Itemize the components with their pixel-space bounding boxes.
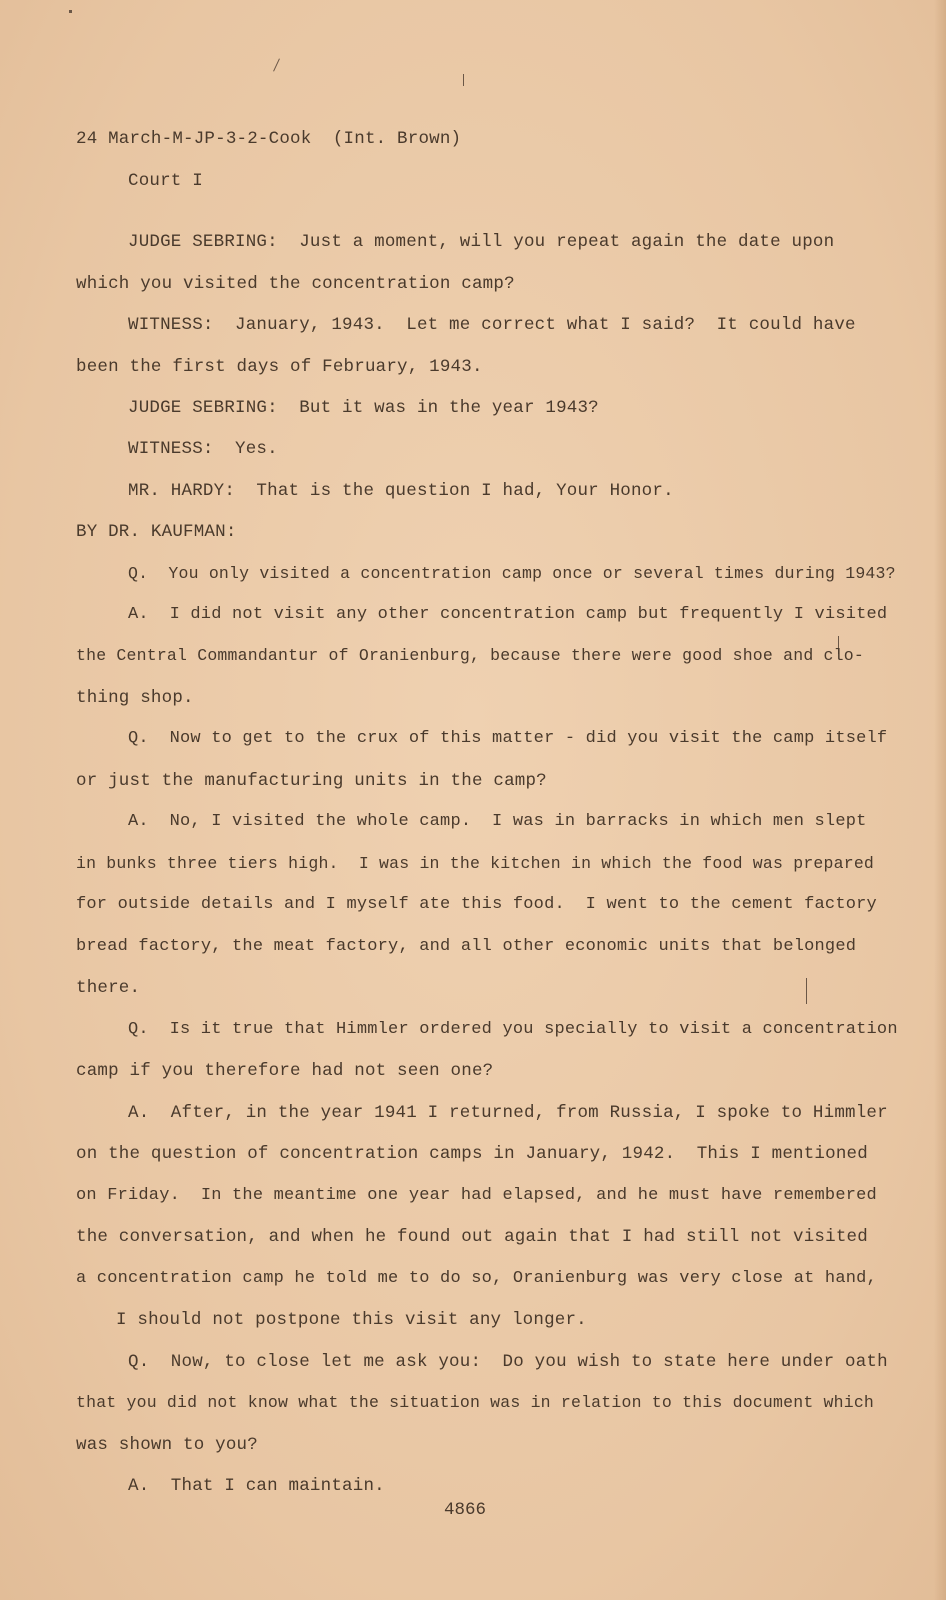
stray-mark <box>69 10 72 13</box>
text-line: WITNESS: Yes. <box>128 439 278 459</box>
text-line: Q. Now to get to the crux of this matter - did you visit the camp itself <box>128 729 888 748</box>
text-line: was shown to you? <box>76 1435 258 1455</box>
text-line: on Friday. In the meantime one year had elapsed, and he must have remembered <box>76 1186 877 1205</box>
text-line: which you visited the concentration camp? <box>76 274 515 294</box>
text-line: that you did not know what the situation was in relation to this document which <box>76 1393 875 1412</box>
header-line: 24 March-M-JP-3-2-Cook (Int. Brown) <box>76 129 462 149</box>
text-line: or just the manufacturing units in the camp? <box>76 771 547 791</box>
text-line: Q. Is it true that Himmler ordered you specially to visit a concentration <box>128 1020 898 1039</box>
text-line: for outside details and I myself ate this food. I went to the cement factory <box>76 895 877 914</box>
text-line: there. <box>76 978 141 998</box>
stray-mark <box>463 74 464 86</box>
text-line: BY DR. KAUFMAN: <box>76 522 237 542</box>
page-edge-shadow <box>934 0 946 1600</box>
text-line: Q. Now, to close let me ask you: Do you wish to state here under oath <box>128 1352 888 1372</box>
text-line: Q. You only visited a concentration camp once or several times during 1943? <box>128 564 896 583</box>
text-line: JUDGE SEBRING: Just a moment, will you repeat again the date upon <box>128 232 835 252</box>
text-line: A. That I can maintain. <box>128 1476 385 1496</box>
text-line: camp if you therefore had not seen one? <box>76 1061 494 1081</box>
text-line: a concentration camp he told me to do so, Oranienburg was very close at hand, <box>76 1269 877 1288</box>
text-line: A. No, I visited the whole camp. I was in barracks in which men slept <box>128 812 867 831</box>
stray-mark <box>806 978 807 1004</box>
text-line: been the first days of February, 1943. <box>76 357 483 377</box>
text-line: the conversation, and when he found out again that I had still not visited <box>76 1227 868 1247</box>
text-line: the Central Commandantur of Oranienburg, because there were good shoe and clo- <box>76 646 864 665</box>
text-line: thing shop. <box>76 688 194 708</box>
page-number: 4866 <box>444 1500 487 1520</box>
text-line: A. I did not visit any other concentration camp but frequently I visited <box>128 605 888 624</box>
court-line: Court I <box>128 171 203 191</box>
text-line: JUDGE SEBRING: But it was in the year 1943? <box>128 398 599 418</box>
text-line: in bunks three tiers high. I was in the kitchen in which the food was prepared <box>76 854 875 873</box>
text-line: bread factory, the meat factory, and all other economic units that belonged <box>76 937 857 956</box>
text-line: A. After, in the year 1941 I returned, from Russia, I spoke to Himmler <box>128 1103 888 1123</box>
stray-mark <box>273 58 280 71</box>
text-line: MR. HARDY: That is the question I had, Your Honor. <box>128 481 674 501</box>
text-line: I should not postpone this visit any longer. <box>116 1310 587 1330</box>
text-line: on the question of concentration camps in January, 1942. This I mentioned <box>76 1144 868 1164</box>
text-line: WITNESS: January, 1943. Let me correct what I said? It could have <box>128 315 856 335</box>
